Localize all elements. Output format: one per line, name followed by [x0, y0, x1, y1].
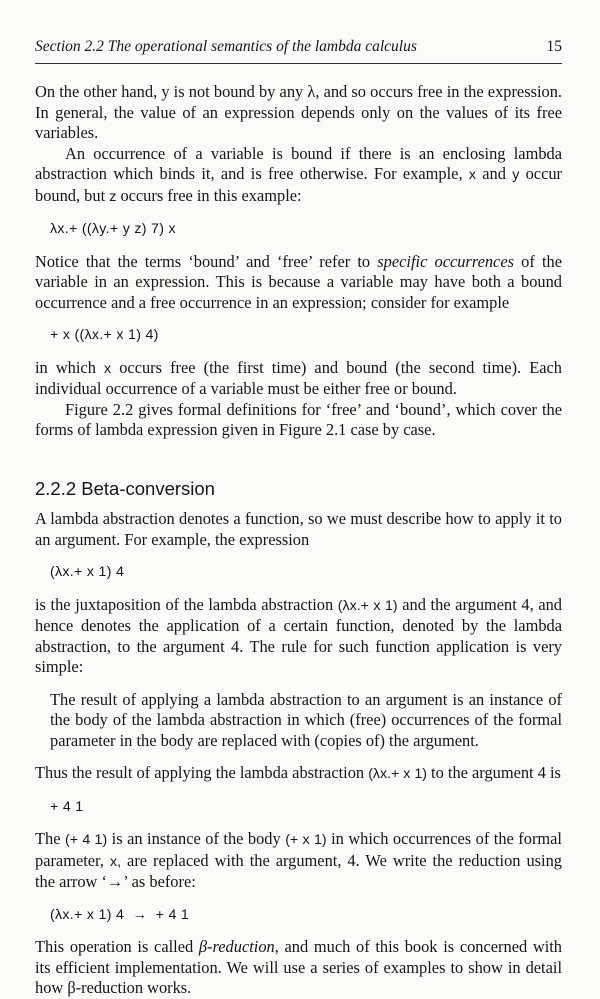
p7-text-a: is the juxtaposition of the lambda abstraction	[35, 594, 334, 614]
var-z: z	[109, 188, 117, 205]
page-number: 15	[546, 38, 562, 55]
page-body	[35, 82, 562, 999]
code-example-1: λx.+ ((λy.+ y z) 7) x	[50, 221, 176, 237]
running-header	[35, 38, 562, 56]
paragraph-apply-function	[35, 509, 562, 550]
p4-text-b: occurs free (the first time) and bound (the second time). Each individual occurrence of a variable must be either free or bound.	[35, 357, 562, 398]
paragraph-free-and-bound	[35, 358, 562, 400]
p5-text: Figure 2.2 gives formal definitions for ‘free’ and ‘bound’, which cover the forms of lambda expression given in Figure 2.1 case by case.	[35, 399, 562, 439]
p4-text-a: in which	[35, 357, 96, 377]
p2-text-c: occur bound, but	[35, 164, 562, 205]
paragraph-result	[35, 763, 562, 785]
rule-quote: The result of applying a lambda abstraction to an argument is an instance of the body of the lambda abstraction in which (free) occurrences of the formal parameter in the body are replaced with (copies of) the argument.	[50, 689, 562, 750]
p2-text-a: An occurrence of a variable is bound if there is an enclosing lambda abstraction which binds it, and is free otherwise. For example,	[35, 143, 562, 183]
var-y: y	[512, 167, 520, 183]
p6-text: A lambda abstraction denotes a function, so we must describe how to apply it to an argument. For example, the expression	[35, 509, 562, 549]
code-example-3: (λx.+ x 1) 4	[50, 564, 125, 580]
p1-text: On the other hand, y is not bound by any λ, and so occurs free in the expression. In general, the value of an expression depends only on the values of its free variables.	[35, 82, 562, 142]
paragraph-figure-reference	[35, 400, 562, 441]
inline-code-abstraction-2: (λx.+ x 1)	[368, 766, 427, 782]
p10-text-a: This operation is called	[35, 937, 194, 956]
p9-text-a: The	[35, 829, 61, 848]
subsection-heading: 2.2.2 Beta-conversion	[35, 477, 215, 499]
header-rule	[35, 63, 562, 64]
p8-text-b: to the argument 4 is	[431, 763, 561, 782]
code-example-2: + x ((λx.+ x 1) 4)	[50, 327, 159, 343]
paragraph-specific-occurrences	[35, 252, 562, 314]
paragraph-beta-reduction	[35, 937, 562, 999]
paragraph-free-variables	[35, 82, 562, 144]
code-example-5: (λx.+ x 1) 4 → + 4 1	[50, 906, 190, 923]
p9-text-b: is an instance of the body	[111, 829, 281, 848]
var-x: x	[468, 167, 476, 183]
inline-code-result: (+ 4 1)	[64, 832, 108, 848]
p7-text-b: and the argument 4, and hence denotes the application of a certain function, denoted by the lambda abstraction, to the argument 4. The rule for such function application is very simple:	[35, 594, 562, 676]
inline-code-body: (+ x 1)	[285, 832, 327, 848]
p3-text-b: of the variable in an expression. This is because a variable may have both a bound occurrence and a free occurrence in an expression; consider for example	[35, 251, 562, 312]
p2-text-d: occurs free in this example:	[120, 185, 302, 205]
section-title: Section 2.2 The operational semantics of the lambda calculus	[35, 38, 417, 55]
code-example-4: + 4 1	[50, 798, 84, 815]
p10-text-b: , and much of this book is concerned with its efficient implementation. We will use a series of examples to show in detail how β-reduction works.	[35, 937, 562, 997]
paragraph-juxtaposition	[35, 595, 562, 678]
paragraph-instance	[35, 829, 562, 893]
p3-text-a: Notice that the terms ‘bound’ and ‘free’ refer to	[35, 251, 371, 271]
p9-text-c: in which occurrences of the formal parameter,	[35, 829, 562, 870]
p3-emphasis: specific occurrences	[377, 251, 514, 271]
p9-text-d: are replaced with the argument, 4. We write the reduction using the arrow ‘→’ as before:	[35, 850, 562, 891]
p2-text-b: and	[482, 164, 506, 183]
paragraph-bound-definition	[35, 144, 562, 208]
var-x-2: x	[104, 360, 112, 377]
p10-emphasis: β-reduction	[198, 937, 275, 956]
inline-code-abstraction: (λx.+ x 1)	[337, 597, 398, 614]
var-x-3: x,	[109, 853, 122, 870]
p8-text-a: Thus the result of applying the lambda abstraction	[35, 763, 365, 782]
